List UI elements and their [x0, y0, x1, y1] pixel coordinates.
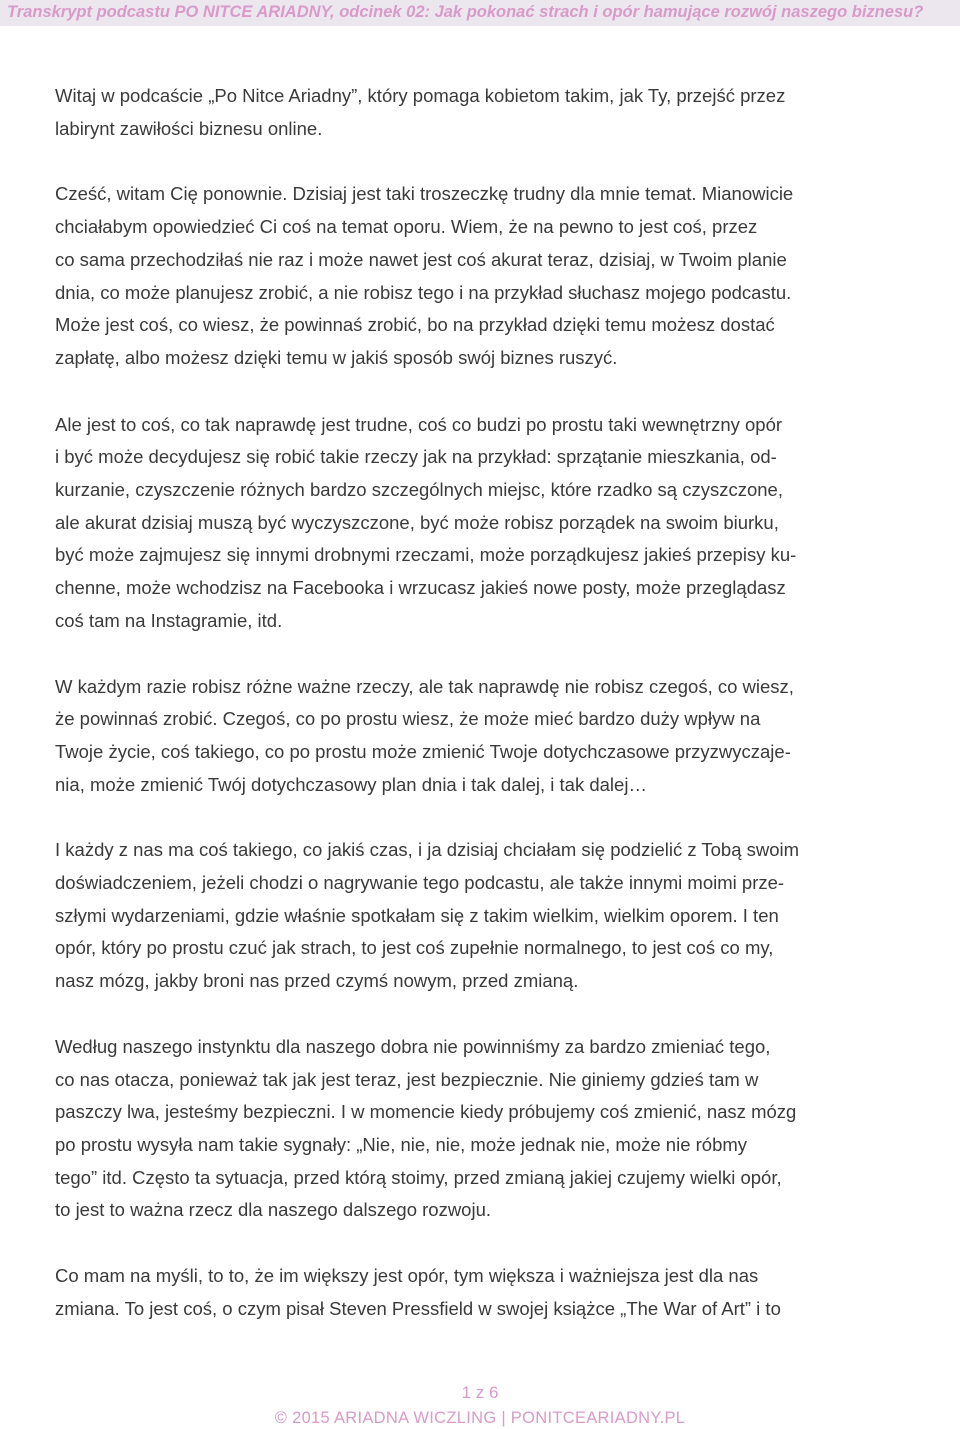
- transcript-body: [55, 80, 915, 1326]
- text-line: labirynt zawiłości biznesu online.: [55, 117, 323, 139]
- text-line: Witaj w podcaście „Po Nitce Ariadny”, który pomaga kobietom takim, jak Ty, przejść przez: [55, 85, 786, 106]
- paragraph: [55, 178, 915, 374]
- paragraph: [55, 409, 915, 638]
- text-line: coś tam na Instagramie, itd.: [55, 609, 283, 631]
- page-number: 1 z 6: [461, 1383, 499, 1402]
- text-line: paszczy lwa, jesteśmy bezpieczni. I w momencie kiedy próbujemy coś zmienić, nasz mózg: [55, 1101, 797, 1123]
- text-line: i być może decydujesz się robić takie rzeczy jak na przykład: sprzątanie mieszkania, od-: [55, 446, 777, 468]
- text-line: Może jest coś, co wiesz, że powinnaś zrobić, bo na przykład dzięki temu możesz dostać: [55, 314, 775, 336]
- copyright-footer: © 2015 ARIADNA WICZLING | PONITCEARIADNY.PL: [274, 1409, 686, 1427]
- paragraph: [55, 1260, 915, 1325]
- text-line: to jest to ważna rzecz dla naszego dalszego rozwoju.: [55, 1199, 492, 1221]
- text-line: tego” itd. Często ta sytuacja, przed którą stoimy, przed zmianą jakiej czujemy wielki opór,: [55, 1166, 782, 1188]
- paragraph: [55, 80, 915, 145]
- text-line: Ale jest to coś, co tak naprawdę jest trudne, coś co budzi po prostu taki wewnętrzny opór: [55, 413, 783, 435]
- text-line: dnia, co może planujesz zrobić, a nie robisz tego i na przykład słuchasz mojego podcastu.: [55, 281, 792, 303]
- text-line: co nas otacza, ponieważ tak jak jest teraz, jest bezpiecznie. Nie giniemy gdzieś tam w: [55, 1068, 759, 1090]
- text-line: po prostu wysyła nam takie sygnały: „Nie, nie, nie, może jednak nie, może nie róbmy: [55, 1133, 748, 1155]
- paragraph: [55, 1031, 915, 1227]
- text-line: chciałabym opowiedzieć Ci coś na temat oporu. Wiem, że na pewno to jest coś, przez: [55, 216, 758, 238]
- paragraph: [55, 671, 915, 802]
- text-line: nasz mózg, jakby broni nas przed czymś nowym, przed zmianą.: [55, 970, 579, 992]
- text-line: Według naszego instynktu dla naszego dobra nie powinniśmy za bardzo zmieniać tego,: [55, 1035, 771, 1057]
- text-line: że powinnaś zrobić. Czegoś, co po prostu wiesz, że może mieć bardzo duży wpływ na: [55, 708, 761, 730]
- text-line: Twoje życie, coś takiego, co po prostu może zmienić Twoje dotychczasowe przyzwyczaje-: [55, 740, 791, 762]
- text-line: Co mam na myśli, to to, że im większy jest opór, tym większa i ważniejsza jest dla nas: [55, 1265, 759, 1287]
- text-line: W każdym razie robisz różne ważne rzeczy, ale tak naprawdę nie robisz czegoś, co wiesz,: [55, 675, 794, 697]
- text-line: zapłatę, albo możesz dzięki temu w jakiś sposób swój biznes ruszyć.: [55, 346, 618, 368]
- paragraph: [55, 834, 915, 998]
- text-line: zmiana. To jest coś, o czym pisał Steven Pressfield w swojej książce „The War of Art” i to: [55, 1297, 781, 1319]
- text-line: być może zajmujesz się innymi drobnymi rzeczami, może porządkujesz jakieś przepisy ku-: [55, 544, 797, 566]
- text-line: ale akurat dzisiaj muszą być wyczyszczone, być może robisz porządek na swoim biurku,: [55, 511, 779, 533]
- text-line: co sama przechodziłaś nie raz i może nawet jest coś akurat teraz, dzisiaj, w Twoim planie: [55, 248, 787, 270]
- text-line: kurzanie, czyszczenie różnych bardzo szczególnych miejsc, które rzadko są czyszczone,: [55, 479, 783, 501]
- text-line: Cześć, witam Cię ponownie. Dzisiaj jest taki troszeczkę trudny dla mnie temat. Mianowicie: [55, 183, 794, 205]
- text-line: opór, który po prostu czuć jak strach, to jest coś zupełnie normalnego, to jest coś co my,: [55, 937, 774, 959]
- text-line: chenne, może wchodzisz na Facebooka i wrzucasz jakieś nowe posty, może przeglądasz: [55, 577, 786, 599]
- document-title: Transkrypt podcastu PO NITCE ARIADNY, odcinek 02: Jak pokonać strach i opór hamujące rozwój naszego biznesu?: [7, 3, 924, 21]
- header-bar: [0, 0, 960, 26]
- text-line: I każdy z nas ma coś takiego, co jakiś czas, i ja dzisiaj chciałam się podzielić z Tobą swoim: [55, 839, 800, 861]
- text-line: doświadczeniem, jeżeli chodzi o nagrywanie tego podcastu, ale także innymi moimi prze-: [55, 872, 785, 894]
- text-line: szłymi wydarzeniami, gdzie właśnie spotkałam się z takim wielkim, wielkim oporem. I ten: [55, 904, 779, 926]
- text-line: nia, może zmienić Twój dotychczasowy plan dnia i tak dalej, i tak dalej…: [55, 773, 647, 795]
